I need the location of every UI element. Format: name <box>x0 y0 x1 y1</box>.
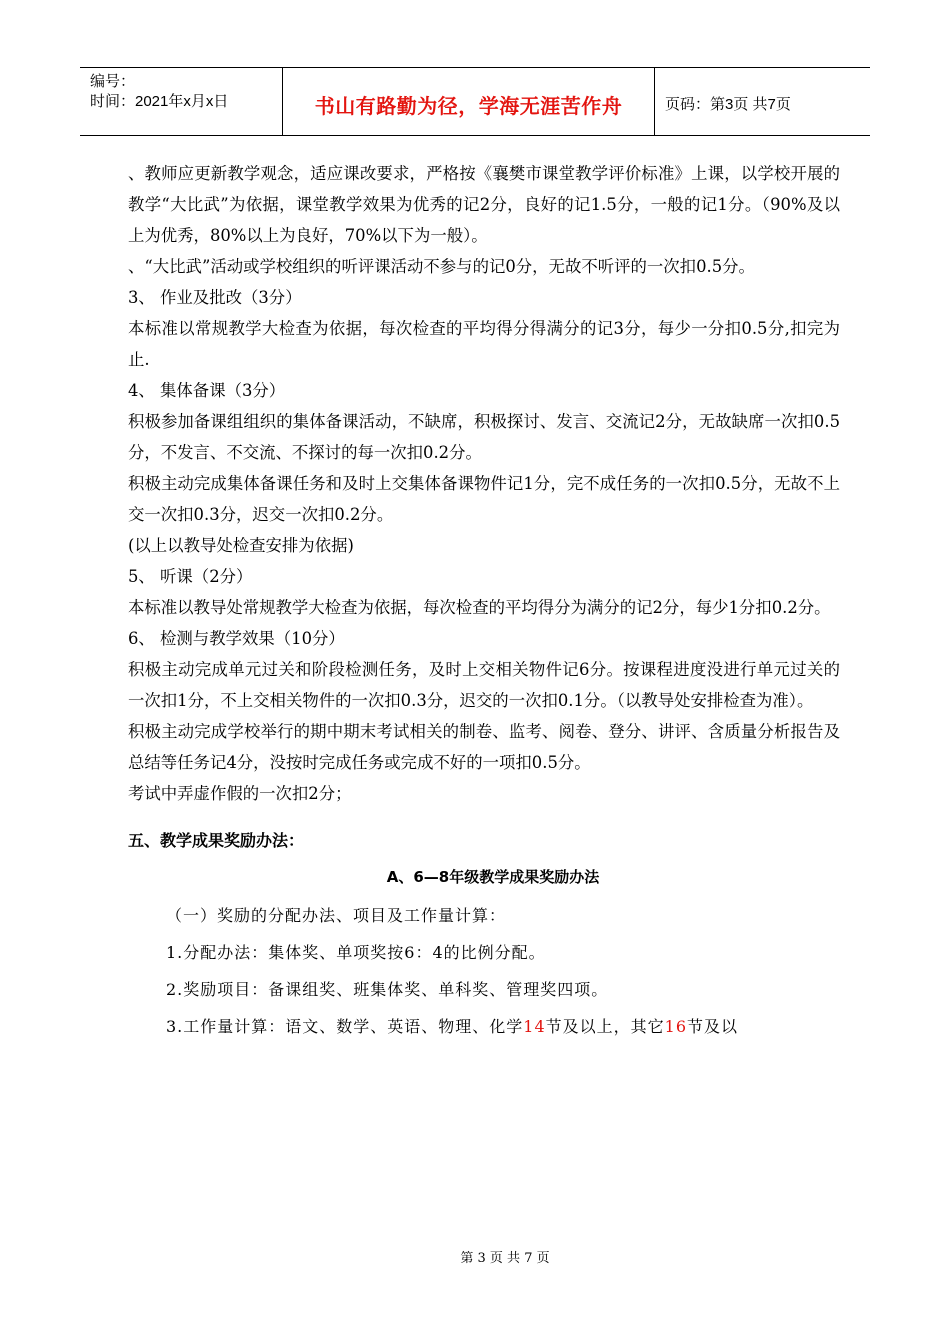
paragraph: 、教师应更新教学观念，适应课改要求，严格按《襄樊市课堂教学评价标准》上课，以学校开展的教学“大比武”为依据，课堂教学效果为优秀的记2分，良好的记1.5分，一般的记1分。（90%及以上为优秀，80%以上为良好，70%以下为一般）。 <box>128 164 840 245</box>
header-motto-cell <box>283 68 655 135</box>
paragraph: 积极主动完成单元过关和阶段检测任务，及时上交相关物件记6分。按课程进度没进行单元过关的一次扣1分，不上交相关物件的一次扣0.3分，迟交的一次扣0.1分。（以教导处安排检查为准）。 <box>128 660 840 710</box>
workload-text: 3.工作量计算：语文、数学、英语、物理、化学 <box>166 1017 524 1036</box>
document-number-label: 编号： <box>90 73 136 90</box>
header-page-cell <box>655 68 870 135</box>
workload-hours-main: 14 <box>523 1017 546 1036</box>
list-item: 1.分配办法：集体奖、单项奖按6：4的比例分配。 <box>166 943 546 962</box>
section-title-rewards: 五、教学成果奖励办法： <box>128 831 305 850</box>
section-heading: 6、 检测与教学效果（10分） <box>128 629 345 648</box>
subsection-title: A、6—8年级教学成果奖励办法 <box>386 868 600 886</box>
header-page-info: 页码：第3页 共7页 <box>665 96 791 113</box>
paragraph: 本标准以教导处常规教学大检查为依据，每次检查的平均得分为满分的记2分，每少1分扣0.2分。 <box>128 598 831 617</box>
section-heading: 4、 集体备课（3分） <box>128 381 286 400</box>
section-heading: 5、 听课（2分） <box>128 567 253 586</box>
document-body <box>128 158 840 1045</box>
paragraph: 积极参加备课组组织的集体备课活动，不缺席，积极探讨、发言、交流记2分，无故缺席一次扣0.5分，不发言、不交流、不探讨的每一次扣0.2分。 <box>128 412 840 462</box>
header-meta-cell <box>80 68 283 135</box>
paragraph: 考试中弄虚作假的一次扣2分； <box>128 784 352 803</box>
paragraph: 本标准以常规教学大检查为依据，每次检查的平均得分得满分的记3分，每少一分扣0.5分,扣完为止. <box>128 319 840 369</box>
footer-page-number: 第 3 页 共 7 页 <box>460 1251 550 1266</box>
page-footer <box>0 1247 950 1266</box>
header-motto: 书山有路勤为径，学海无涯苦作舟 <box>314 94 623 118</box>
list-item: 2.奖励项目：备课组奖、班集体奖、单科奖、管理奖四项。 <box>166 980 609 999</box>
document-date-label: 时间：2021年x月x日 <box>90 93 229 110</box>
list-item: （一）奖励的分配办法、项目及工作量计算： <box>166 906 507 925</box>
workload-text: 节及以上，其它 <box>545 1017 665 1036</box>
paragraph: 、“大比武”活动或学校组织的听评课活动不参与的记0分，无故不听评的一次扣0.5分。 <box>128 257 755 276</box>
paragraph: 积极主动完成学校举行的期中期末考试相关的制卷、监考、阅卷、登分、讲评、含质量分析报告及总结等任务记4分，没按时完成任务或完成不好的一项扣0.5分。 <box>128 722 840 772</box>
list-item-workload <box>128 1008 840 1045</box>
paragraph: (以上以教导处检查安排为依据) <box>128 536 354 555</box>
paragraph: 积极主动完成集体备课任务和及时上交集体备课物件记1分，完不成任务的一次扣0.5分，无故不上交一次扣0.3分，迟交一次扣0.2分。 <box>128 474 840 524</box>
workload-text: 节及以 <box>687 1017 739 1036</box>
header-table <box>80 67 870 136</box>
workload-hours-other: 16 <box>664 1017 688 1036</box>
section-heading: 3、 作业及批改（3分） <box>128 288 302 307</box>
